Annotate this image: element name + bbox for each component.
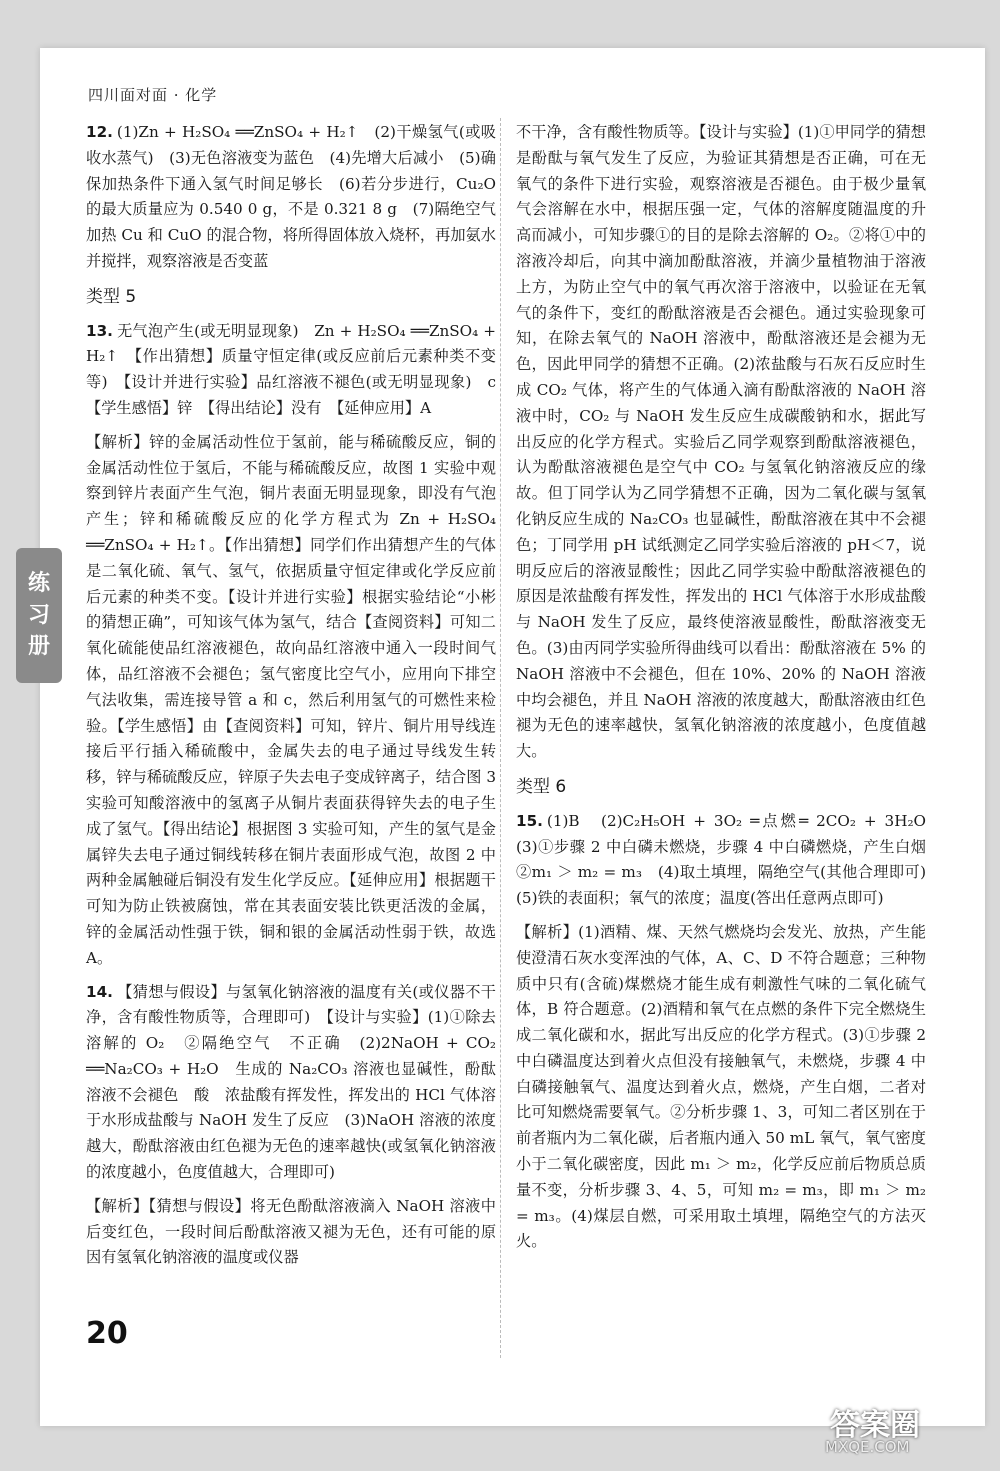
answer-text: (1)B (2)C₂H₅OH + 3O₂ ═点燃═ 2CO₂ + 3H₂O (3)①步骤 2 中白磷未燃烧，步骤 4 中白磷燃烧，产生白烟 ②m₁ ＞ m₂ = m₃ (4)取土填埋，隔绝空气(其他合理即可) (5)铁的表面积；氧气的浓度；温度(答出任意两点即可) — [516, 811, 942, 908]
question-number: 14. — [86, 982, 113, 1001]
answer-item — [86, 980, 496, 1186]
side-tab-char-1: 练 — [27, 570, 50, 596]
watermark-url: MXQE.COM — [825, 1438, 910, 1456]
left-column — [86, 120, 512, 1279]
question-number: 15. — [516, 811, 543, 830]
analysis-paragraph: 【解析】【猜想与假设】将无色酚酞溶液滴入 NaOH 溶液中后变红色，一段时间后酚酞溶液又褪为无色，还有可能的原因有氢氧化钠溶液的温度或仪器 — [86, 1196, 496, 1267]
section-heading: 类型 6 — [516, 776, 567, 797]
right-column — [516, 120, 942, 1263]
side-tab-char-2: 习 — [27, 602, 50, 628]
watermark-logo: 答案圈 — [830, 1408, 920, 1443]
side-tab-char-3: 册 — [27, 634, 50, 660]
section-heading: 类型 5 — [86, 286, 137, 307]
analysis-paragraph: 【解析】(1)酒精、煤、天然气燃烧均会发光、放热，产生能使澄清石灰水变浑浊的气体，A、C、D 不符合题意；三种物质中只有(含硫)煤燃烧才能生成有刺激性气味的二氧化硫气体，B 符合题意。(2)酒精和氧气在点燃的条件下完全燃烧生成二氧化碳和水，据此写出反应的化学方程式。(3)①步骤 2 中白磷温度达到着火点但没有接触氧气，未燃烧，步骤 4 中白磷接触氧气、温度达到着火点，燃烧，产生白烟，二者对比可知燃烧需要氧气。②分析步骤 1、3，可知二者区别在于前者瓶内为二氧化碳，后者瓶内通入 50 mL 氧气，氧气密度小于二氧化碳密度，因此 m₁ ＞ m₂，化学反应前后物质总质量不变，分析步骤 3、4、5，可知 m₂ = m₃，即 m₁ ＞ m₂ = m₃。(4)煤层自燃，可采用取土填埋，隔绝空气的方法灭火。 — [516, 922, 926, 1251]
column-divider — [500, 118, 501, 1358]
analysis-paragraph: 不干净，含有酸性物质等。【设计与实验】(1)①甲同学的猜想是酚酞与氧气发生了反应，为验证其猜想是否正确，可在无氧气的条件下进行实验，观察溶液是否褪色。由于极少量氧气会溶解在水中，根据压强一定，气体的溶解度随温度的升高而减小，可知步骤①的目的是除去溶解的 O₂。②将①中的溶液冷却后，向其中滴加酚酞溶液，并滴少量植物油于溶液上方，为防止空气中的氧气再次溶于溶液中，以验证在无氧气的条件下，变红的酚酞溶液是否会褪色。通过实验现象可知，在除去氧气的 NaOH 溶液中，酚酞溶液还是会褪为无色，因此甲同学的猜想不正确。(2)浓盐酸与石灰石反应时生成 CO₂ 气体，将产生的气体通入滴有酚酞溶液的 NaOH 溶液中时，CO₂ 与 NaOH 发生反应生成碳酸钠和水，据此写出反应的化学方程式。实验后乙同学观察到酚酞溶液褪色，认为酚酞溶液褪色是空气中 CO₂ 与氢氧化钠溶液反应的缘故。但丁同学认为乙同学猜想不正确，因为二氧化碳与氢氧化钠反应生成的 Na₂CO₃ 也显碱性，酚酞溶液在其中不会褪色；丁同学用 pH 试纸测定乙同学实验后溶液的 pH＜7，说明反应后的溶液显酸性；因此乙同学实验中酚酞溶液褪色的原因是浓盐酸有挥发性，挥发出的 HCl 气体溶于水形成盐酸与 NaOH 发生了反应，最终使溶液显酸性，酚酞溶液变无色。(3)由丙同学实验所得曲线可以看出：酚酞溶液在 5% 的 NaOH 溶液中不会褪色，但在 10%、20% 的 NaOH 溶液中均会褪色，并且 NaOH 溶液的浓度越大，酚酞溶液由红色褪为无色的速率越快，氢氧化钠溶液的浓度越小，色度值越大。 — [516, 123, 926, 761]
question-number: 12. — [86, 123, 113, 141]
answer-item — [86, 319, 512, 422]
question-number: 13. — [86, 321, 113, 340]
answer-item — [516, 809, 942, 912]
answer-text: 【猜想与假设】与氢氧化钠溶液的温度有关(或仪器不干净，含有酸性物质等，合理即可) 【设计与实验】(1)①除去溶解的 O₂ ②隔绝空气 不正确 (2)2NaOH + CO₂ ══Na₂CO₃ + H₂O 生成的 Na₂CO₃ 溶液也显碱性，酚酞溶液不会褪色 酸 浓盐酸有挥发性，挥发出的 HCl 气体溶于水形成盐酸与 NaOH 发生了反应 (3)NaOH 溶液的浓度越大，酚酞溶液由红色褪为无色的速率越快(或氢氧化钠溶液的浓度越小，色度值越大，合理即可) — [86, 982, 496, 1182]
answer-text: 无气泡产生(或无明显现象) Zn + H₂SO₄ ══ZnSO₄ + H₂↑ 【作出猜想】质量守恒定律(或反应前后元素种类不变等) 【设计并进行实验】品红溶液不褪色(或无明显现象) c 【学生感悟】锌 【得出结论】没有 【延伸应用】A — [86, 321, 512, 417]
page-header: 四川面对面 · 化学 — [88, 86, 218, 104]
answer-text: (1)Zn + H₂SO₄ ══ZnSO₄ + H₂↑ (2)干燥氢气(或吸收水蒸气) (3)无色溶液变为蓝色 (4)先增大后减小 (5)确保加热条件下通入氢气时间足够长 (6)若分步进行，Cu₂O 的最大质量应为 0.540 0 g，不是 0.321 8 g (7)隔绝空气加热 Cu 和 CuO 的混合物，将所得固体放入烧杯，再加氨水并搅拌，观察溶液是否变蓝 — [86, 123, 496, 270]
page — [27, 48, 985, 1426]
analysis-paragraph: 【解析】锌的金属活动性位于氢前，能与稀硫酸反应，铜的金属活动性位于氢后，不能与稀硫酸反应，故图 1 实验中观察到锌片表面产生气泡，铜片表面无明显现象，即没有气泡产生；锌和稀硫酸反应的化学方程式为 Zn + H₂SO₄ ══ZnSO₄ + H₂↑。【作出猜想】同学们作出猜想产生的气体是二氧化硫、氧气、氢气，依据质量守恒定律或化学反应前后元素的种类不变。【设计并进行实验】根据实验结论“小彬的猜想正确”，可知该气体为氢气，结合【查阅资料】可知二氧化硫能使品红溶液褪色，故向品红溶液中通入一段时间气体，品红溶液不会褪色；氢气密度比空气小，应用向下排空气法收集，需连接导管 a 和 c，然后利用氢气的可燃性来检验。【学生感悟】由【查阅资料】可知，锌片、铜片用导线连接后平行插入稀硫酸中，金属失去的电子通过导线发生转移，锌与稀硫酸反应，锌原子失去电子变成锌离子，结合图 3 实验可知酸溶液中的氢离子从铜片表面获得锌失去的电子生成了氢气。【得出结论】根据图 3 实验可知，产生的氢气是金属锌失去电子通过铜线转移在铜片表面形成气泡，故图 2 中两种金属触碰后铜没有发生化学反应。【延伸应用】根据题干可知为防止铁被腐蚀，常在其表面安装比铁更活泼的金属，锌的金属活动性强于铁，铜和银的金属活动性弱于铁，故选 A。 — [86, 432, 496, 967]
page-number: 20 — [86, 1316, 128, 1351]
side-tab-practice-book — [16, 548, 62, 683]
answer-item — [86, 120, 496, 275]
